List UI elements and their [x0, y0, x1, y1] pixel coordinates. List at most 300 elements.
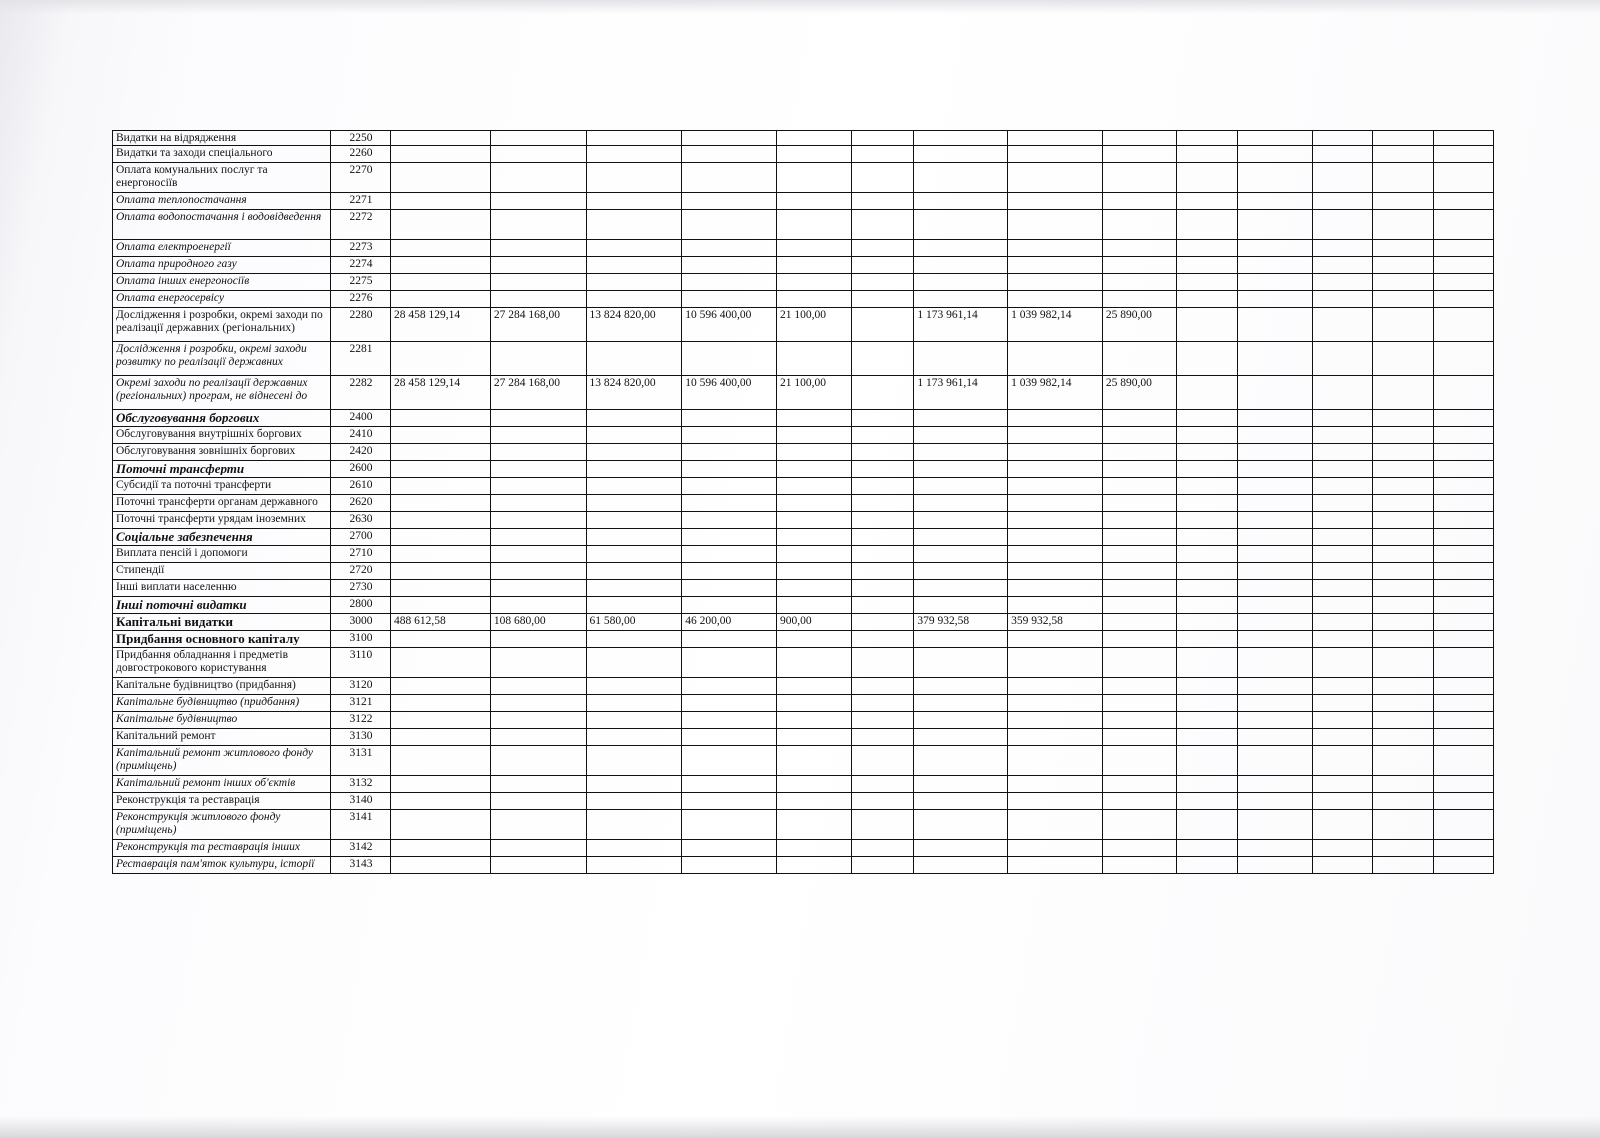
amount-cell: [1177, 376, 1238, 410]
row-name-cell: [113, 427, 331, 444]
amount-cell: [1312, 695, 1372, 712]
amount-cell: [682, 342, 777, 376]
table-row: [113, 210, 1494, 240]
amount-cell: [914, 461, 1008, 478]
amount-cell: [586, 597, 682, 614]
row-name-cell: [113, 563, 331, 580]
table-row: [113, 776, 1494, 793]
amount-cell: [1372, 427, 1433, 444]
amount-cell: [490, 631, 586, 648]
amount-cell: [776, 729, 851, 746]
amount-cell: [1433, 729, 1493, 746]
amount-cell: [914, 746, 1008, 776]
amount-cell: [914, 163, 1008, 193]
table-row: [113, 410, 1494, 427]
table-row: [113, 712, 1494, 729]
amount-cell: [1177, 146, 1238, 163]
amount-cell: [586, 240, 682, 257]
amount-cell: [1177, 857, 1238, 874]
amount-cell: [776, 776, 851, 793]
amount-cell: [682, 810, 777, 840]
row-name-cell: [113, 210, 331, 240]
amount-cell: [776, 746, 851, 776]
amount-cell: 25 890,00: [1102, 376, 1176, 410]
row-name: Капітальне будівництво (придбання): [116, 696, 300, 708]
amount-cell: [776, 410, 851, 427]
amount-cell: [1433, 257, 1493, 274]
amount-cell: [391, 678, 491, 695]
amount-cell: [682, 746, 777, 776]
amount-cell: [1312, 193, 1372, 210]
amount-cell: [1312, 146, 1372, 163]
row-name-cell: [113, 631, 331, 648]
amount-cell: [682, 776, 777, 793]
amount-cell: [852, 631, 914, 648]
amount-cell: [914, 648, 1008, 678]
amount-cell: [914, 857, 1008, 874]
amount-cell: [852, 648, 914, 678]
amount-cell: [1102, 257, 1176, 274]
amount-cell: [852, 857, 914, 874]
table-row: [113, 529, 1494, 546]
amount-cell: [1433, 274, 1493, 291]
amount-cell: 1 039 982,14: [1008, 376, 1103, 410]
amount-cell: [1312, 461, 1372, 478]
amount-cell: [586, 131, 682, 146]
table-row: [113, 648, 1494, 678]
amount-cell: [391, 512, 491, 529]
amount-cell: [1177, 529, 1238, 546]
amount-cell: [914, 444, 1008, 461]
amount-cell: [682, 512, 777, 529]
amount-cell: [1312, 614, 1372, 631]
row-name-cell: [113, 274, 331, 291]
amount-cell: [1372, 495, 1433, 512]
amount-cell: [1372, 131, 1433, 146]
row-name-cell: [113, 512, 331, 529]
row-name: Стипендії: [116, 564, 165, 576]
amount-cell: [914, 678, 1008, 695]
amount-cell: [1008, 695, 1103, 712]
row-code: 2610: [330, 478, 390, 495]
amount-cell: 13 824 820,00: [586, 376, 682, 410]
amount-cell: 1 173 961,14: [914, 308, 1008, 342]
amount-cell: [1102, 193, 1176, 210]
amount-cell: [1177, 614, 1238, 631]
amount-cell: [852, 729, 914, 746]
table-row: [113, 193, 1494, 210]
amount-cell: [1433, 695, 1493, 712]
amount-cell: [391, 729, 491, 746]
amount-cell: [1372, 240, 1433, 257]
amount-cell: [914, 529, 1008, 546]
amount-cell: [1433, 308, 1493, 342]
amount-cell: [852, 695, 914, 712]
amount-cell: [586, 631, 682, 648]
amount-cell: [682, 729, 777, 746]
amount-cell: [490, 793, 586, 810]
row-name: Оплата енергосервісу: [116, 292, 225, 304]
amount-cell: 61 580,00: [586, 614, 682, 631]
amount-cell: [1433, 193, 1493, 210]
amount-cell: [1238, 478, 1312, 495]
amount-cell: [1102, 648, 1176, 678]
amount-cell: [1008, 631, 1103, 648]
amount-cell: [852, 410, 914, 427]
row-name-cell: [113, 793, 331, 810]
table-body: [113, 131, 1494, 874]
table-row: [113, 240, 1494, 257]
table-row: [113, 810, 1494, 840]
amount-cell: [490, 810, 586, 840]
amount-cell: [776, 131, 851, 146]
amount-cell: [1238, 776, 1312, 793]
amount-cell: [1372, 512, 1433, 529]
amount-cell: [586, 210, 682, 240]
amount-cell: [1433, 146, 1493, 163]
amount-cell: [391, 257, 491, 274]
amount-cell: [1008, 427, 1103, 444]
amount-cell: 488 612,58: [391, 614, 491, 631]
amount-cell: 108 680,00: [490, 614, 586, 631]
row-name-cell: [113, 163, 331, 193]
budget-expenditure-table: [112, 130, 1494, 874]
row-name: Реконструкція та реставрація інших: [116, 841, 300, 853]
amount-cell: [586, 678, 682, 695]
amount-cell: [1433, 840, 1493, 857]
amount-cell: [1102, 495, 1176, 512]
row-code: 3000: [330, 614, 390, 631]
amount-cell: [391, 597, 491, 614]
amount-cell: [776, 427, 851, 444]
row-code: 2420: [330, 444, 390, 461]
amount-cell: [391, 478, 491, 495]
amount-cell: [776, 678, 851, 695]
amount-cell: [852, 512, 914, 529]
amount-cell: [1372, 274, 1433, 291]
amount-cell: [1433, 580, 1493, 597]
row-name-cell: [113, 193, 331, 210]
amount-cell: [1433, 512, 1493, 529]
amount-cell: [682, 444, 777, 461]
amount-cell: [776, 146, 851, 163]
amount-cell: 10 596 400,00: [682, 308, 777, 342]
amount-cell: [1433, 597, 1493, 614]
amount-cell: [1312, 529, 1372, 546]
amount-cell: [914, 131, 1008, 146]
amount-cell: [1102, 291, 1176, 308]
amount-cell: [1238, 810, 1312, 840]
amount-cell: [1433, 631, 1493, 648]
amount-cell: [1372, 631, 1433, 648]
amount-cell: [586, 342, 682, 376]
amount-cell: [490, 840, 586, 857]
amount-cell: [1008, 495, 1103, 512]
amount-cell: [586, 495, 682, 512]
amount-cell: [852, 291, 914, 308]
amount-cell: [776, 495, 851, 512]
amount-cell: [914, 240, 1008, 257]
row-name: Інші виплати населенню: [116, 581, 237, 593]
amount-cell: [1177, 776, 1238, 793]
amount-cell: [914, 793, 1008, 810]
amount-cell: [1008, 857, 1103, 874]
amount-cell: [914, 563, 1008, 580]
amount-cell: [1372, 529, 1433, 546]
row-name: Поточні трансферти урядам іноземних: [116, 513, 306, 525]
scan-shadow-bottom: [0, 1116, 1600, 1138]
amount-cell: [391, 631, 491, 648]
amount-cell: [1238, 342, 1312, 376]
amount-cell: [852, 495, 914, 512]
amount-cell: [1008, 546, 1103, 563]
row-code: 2700: [330, 529, 390, 546]
amount-cell: [1102, 840, 1176, 857]
amount-cell: [1312, 597, 1372, 614]
amount-cell: [1238, 840, 1312, 857]
amount-cell: [1102, 427, 1176, 444]
amount-cell: [682, 563, 777, 580]
table-row: [113, 563, 1494, 580]
amount-cell: [1433, 210, 1493, 240]
amount-cell: [682, 193, 777, 210]
amount-cell: [852, 810, 914, 840]
amount-cell: 13 824 820,00: [586, 308, 682, 342]
amount-cell: [1433, 614, 1493, 631]
amount-cell: [1433, 712, 1493, 729]
amount-cell: [776, 240, 851, 257]
amount-cell: [490, 146, 586, 163]
amount-cell: 46 200,00: [682, 614, 777, 631]
amount-cell: [1372, 210, 1433, 240]
amount-cell: [682, 546, 777, 563]
amount-cell: [1433, 495, 1493, 512]
amount-cell: [1238, 163, 1312, 193]
amount-cell: [1433, 648, 1493, 678]
amount-cell: [1312, 546, 1372, 563]
amount-cell: [914, 210, 1008, 240]
amount-cell: 27 284 168,00: [490, 376, 586, 410]
amount-cell: [490, 291, 586, 308]
table-row: [113, 614, 1494, 631]
amount-cell: [852, 478, 914, 495]
amount-cell: 359 932,58: [1008, 614, 1103, 631]
row-code: 2400: [330, 410, 390, 427]
amount-cell: [776, 461, 851, 478]
amount-cell: [1372, 840, 1433, 857]
amount-cell: [1008, 712, 1103, 729]
amount-cell: [1008, 810, 1103, 840]
amount-cell: [1433, 810, 1493, 840]
amount-cell: [490, 695, 586, 712]
amount-cell: [1312, 840, 1372, 857]
amount-cell: [914, 193, 1008, 210]
amount-cell: [1177, 512, 1238, 529]
amount-cell: [1177, 210, 1238, 240]
row-name-cell: [113, 810, 331, 840]
amount-cell: [1372, 695, 1433, 712]
amount-cell: [1372, 291, 1433, 308]
amount-cell: [1102, 461, 1176, 478]
amount-cell: [1008, 410, 1103, 427]
table-row: [113, 342, 1494, 376]
amount-cell: [776, 840, 851, 857]
amount-cell: [1372, 410, 1433, 427]
amount-cell: [682, 695, 777, 712]
amount-cell: [1312, 427, 1372, 444]
amount-cell: [391, 410, 491, 427]
amount-cell: [682, 478, 777, 495]
row-code: 2280: [330, 308, 390, 342]
amount-cell: [914, 810, 1008, 840]
table-row: [113, 678, 1494, 695]
amount-cell: [490, 776, 586, 793]
amount-cell: [490, 597, 586, 614]
amount-cell: [1238, 257, 1312, 274]
row-name: Окремі заходи по реалізації державних (регіональних) програм, не віднесені до: [116, 377, 308, 402]
amount-cell: [1433, 746, 1493, 776]
amount-cell: [1238, 495, 1312, 512]
amount-cell: [391, 146, 491, 163]
amount-cell: [1312, 857, 1372, 874]
row-name-cell: [113, 410, 331, 427]
amount-cell: [852, 793, 914, 810]
amount-cell: [852, 776, 914, 793]
amount-cell: [1177, 793, 1238, 810]
amount-cell: [1238, 193, 1312, 210]
amount-cell: [852, 146, 914, 163]
amount-cell: 27 284 168,00: [490, 308, 586, 342]
amount-cell: [1008, 580, 1103, 597]
amount-cell: 25 890,00: [1102, 308, 1176, 342]
amount-cell: [682, 712, 777, 729]
amount-cell: [586, 461, 682, 478]
amount-cell: [586, 146, 682, 163]
amount-cell: [1177, 746, 1238, 776]
amount-cell: [1372, 444, 1433, 461]
amount-cell: [776, 444, 851, 461]
row-name: Капітальний ремонт інших об'єктів: [116, 777, 296, 789]
amount-cell: [1102, 546, 1176, 563]
amount-cell: [1008, 461, 1103, 478]
row-code: 2800: [330, 597, 390, 614]
amount-cell: [1312, 793, 1372, 810]
amount-cell: [1372, 857, 1433, 874]
amount-cell: [1372, 546, 1433, 563]
row-code: 3142: [330, 840, 390, 857]
row-name: Обслуговування боргових: [116, 411, 260, 424]
amount-cell: [1312, 210, 1372, 240]
amount-cell: [586, 512, 682, 529]
amount-cell: [914, 342, 1008, 376]
amount-cell: [1102, 410, 1176, 427]
amount-cell: [1238, 712, 1312, 729]
amount-cell: [586, 291, 682, 308]
amount-cell: [490, 163, 586, 193]
amount-cell: [490, 529, 586, 546]
amount-cell: [914, 776, 1008, 793]
amount-cell: [914, 840, 1008, 857]
amount-cell: [852, 546, 914, 563]
amount-cell: [1177, 193, 1238, 210]
amount-cell: [1238, 529, 1312, 546]
row-code: 3131: [330, 746, 390, 776]
amount-cell: [1008, 240, 1103, 257]
amount-cell: [1312, 291, 1372, 308]
amount-cell: [391, 210, 491, 240]
amount-cell: [1238, 857, 1312, 874]
amount-cell: [1372, 729, 1433, 746]
amount-cell: [1102, 240, 1176, 257]
amount-cell: [1372, 648, 1433, 678]
row-name: Оплата природного газу: [116, 258, 237, 270]
amount-cell: [1102, 210, 1176, 240]
amount-cell: [490, 580, 586, 597]
amount-cell: [852, 427, 914, 444]
amount-cell: [1433, 342, 1493, 376]
amount-cell: [586, 163, 682, 193]
amount-cell: [914, 729, 1008, 746]
amount-cell: [1312, 746, 1372, 776]
amount-cell: [490, 210, 586, 240]
amount-cell: [1102, 695, 1176, 712]
amount-cell: [490, 546, 586, 563]
amount-cell: [1312, 580, 1372, 597]
row-name: Видатки на відрядження: [116, 132, 237, 144]
amount-cell: [682, 678, 777, 695]
table-row: [113, 631, 1494, 648]
row-name-cell: [113, 495, 331, 512]
amount-cell: [490, 444, 586, 461]
amount-cell: [1372, 678, 1433, 695]
amount-cell: [1312, 712, 1372, 729]
row-code: 2271: [330, 193, 390, 210]
row-code: 3143: [330, 857, 390, 874]
amount-cell: [776, 193, 851, 210]
amount-cell: [1372, 308, 1433, 342]
amount-cell: [1177, 342, 1238, 376]
amount-cell: [586, 546, 682, 563]
amount-cell: [1177, 597, 1238, 614]
amount-cell: [586, 857, 682, 874]
amount-cell: [1177, 695, 1238, 712]
amount-cell: [1238, 563, 1312, 580]
amount-cell: [490, 678, 586, 695]
amount-cell: [1177, 240, 1238, 257]
amount-cell: [1102, 478, 1176, 495]
row-name: Дослідження і розробки, окремі заходи розвитку по реалізації державних: [116, 343, 307, 368]
row-code: 2282: [330, 376, 390, 410]
row-name-cell: [113, 614, 331, 631]
amount-cell: [1433, 546, 1493, 563]
row-code: 2274: [330, 257, 390, 274]
amount-cell: [1102, 529, 1176, 546]
amount-cell: [682, 495, 777, 512]
table-row: [113, 546, 1494, 563]
amount-cell: [391, 163, 491, 193]
amount-cell: [776, 597, 851, 614]
amount-cell: [914, 427, 1008, 444]
amount-cell: [914, 631, 1008, 648]
amount-cell: [1008, 648, 1103, 678]
amount-cell: [1433, 793, 1493, 810]
amount-cell: [1312, 274, 1372, 291]
row-code: 2630: [330, 512, 390, 529]
amount-cell: [776, 580, 851, 597]
row-code: 3140: [330, 793, 390, 810]
amount-cell: [1433, 410, 1493, 427]
amount-cell: [1433, 529, 1493, 546]
